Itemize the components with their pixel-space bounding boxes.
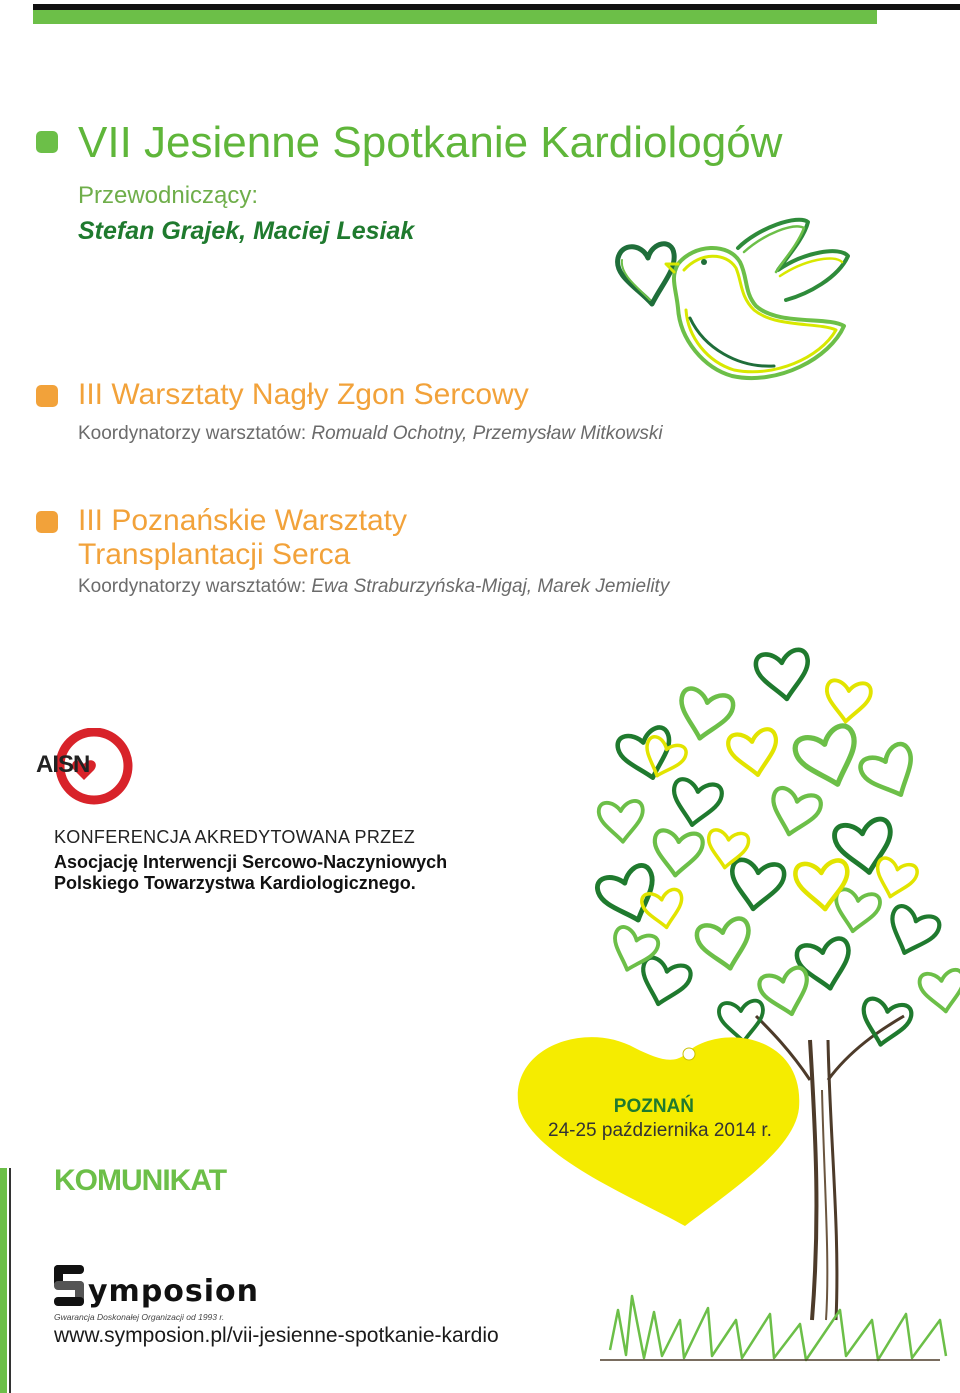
event-city: POZNAŃ <box>613 1096 694 1117</box>
left-rule-dark <box>9 1168 11 1393</box>
heart-tree-illustration <box>560 620 960 1380</box>
workshop1-coordinators <box>78 422 663 446</box>
workshop2-title-line2: Transplantacji Serca <box>78 538 351 571</box>
accreditation-line1: Asocjację Interwencji Sercowo-Naczyniowych <box>54 852 448 872</box>
workshop1-coord-label: Koordynatorzy warsztatów: <box>78 423 307 444</box>
symposion-logo <box>54 1265 88 1307</box>
accreditation-label: KONFERENCJA AKREDYTOWANA PRZEZ <box>54 827 416 847</box>
conference-title: VII Jesienne Spotkanie Kardiologów <box>78 118 783 167</box>
workshop2-coord-label: Koordynatorzy warsztatów: <box>78 576 307 597</box>
accreditation-line2: Polskiego Towarzystwa Kardiologicznego. <box>54 873 416 893</box>
symposion-tagline: Gwarancja Doskonałej Organizacji od 1993 r. <box>54 1312 225 1322</box>
event-dates: 24-25 października 2014 r. <box>548 1120 772 1141</box>
left-rule-green <box>0 1168 7 1393</box>
komunikat-heading: KOMUNIKAT <box>54 1164 227 1197</box>
top-rule-green <box>33 10 877 24</box>
workshop2-title-line1: III Poznańskie Warsztaty <box>78 504 408 537</box>
chair-label: Przewodniczący: <box>78 182 259 209</box>
event-url[interactable]: www.symposion.pl/vii-jesienne-spotkanie-kardio <box>54 1324 499 1347</box>
title-bullet <box>36 131 58 153</box>
workshop2-coordinators <box>78 575 669 599</box>
workshop2-coord-names: Ewa Straburzyńska-Migaj, Marek Jemielity <box>311 576 670 597</box>
dove-with-heart-illustration <box>608 208 858 388</box>
symposion-name: ymposion <box>88 1274 260 1309</box>
workshop1-bullet <box>36 385 58 407</box>
workshop2-bullet <box>36 511 58 533</box>
chair-names: Stefan Grajek, Maciej Lesiak <box>78 217 415 245</box>
workshop1-coord-names: Romuald Ochotny, Przemysław Mitkowski <box>311 423 663 444</box>
aisn-logo-text: AISN <box>36 751 90 778</box>
workshop1-title: III Warsztaty Nagły Zgon Sercowy <box>78 378 529 411</box>
